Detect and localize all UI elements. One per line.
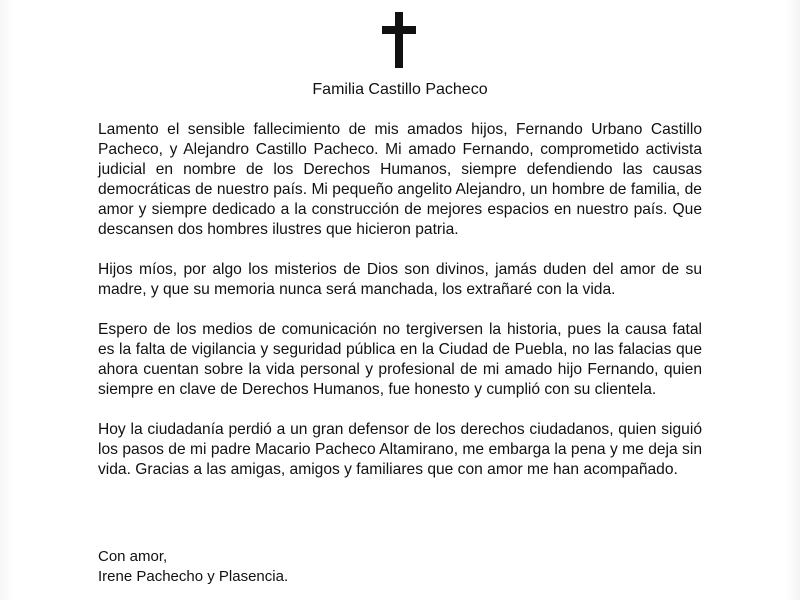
cross-vertical-bar — [395, 12, 403, 68]
paragraph-citizenship: Hoy la ciudadanía perdió a un gran defensor de los derechos ciudadanos, quien siguió los pasos de mi padre Macario Pacheco Altamirano, me embarga la pena y me deja sin vida. Gracias a las amigas, amigos y familiares que con amor me han acompañado. — [98, 421, 702, 478]
cross-icon — [382, 12, 416, 68]
message-body — [98, 120, 702, 500]
signature: Irene Pachecho y Plasencia. — [98, 568, 289, 585]
closing-salutation: Con amor, — [98, 548, 168, 565]
paragraph-media: Espero de los medios de comunicación no tergiversen la historia, pues la causa fatal es la falta de vigilancia y seguridad pública en la Ciudad de Puebla, no las falacias que ahora cuentan sobre la vida personal y profesional de mi amado hijo Fernando, quien siempre en clave de Derechos Humanos, fue honesto y cumplió con su clientela. — [98, 321, 702, 398]
closing-block — [98, 547, 702, 587]
paragraph-condolence: Lamento el sensible fallecimiento de mis amados hijos, Fernando Urbano Castillo Pacheco, y Alejandro Castillo Pacheco. Mi amado Fernando, comprometido activista judicial en nombre de los Derechos Humanos, siempre defendiendo las causas democráticas de nuestro país. Mi pequeño angelito Alejandro, un hombre de familia, de amor y siempre dedicado a la construcción de mejores espacios en nuestro país. Que descansen dos hombres ilustres que hicieron patria. — [98, 121, 702, 238]
cross-horizontal-bar — [382, 26, 416, 34]
family-heading: Familia Castillo Pacheco — [312, 81, 488, 98]
paragraph-sons: Hijos míos, por algo los misterios de Dios son divinos, jamás duden del amor de su madre, y que su memoria nunca será manchada, los extrañaré con la vida. — [98, 261, 702, 298]
